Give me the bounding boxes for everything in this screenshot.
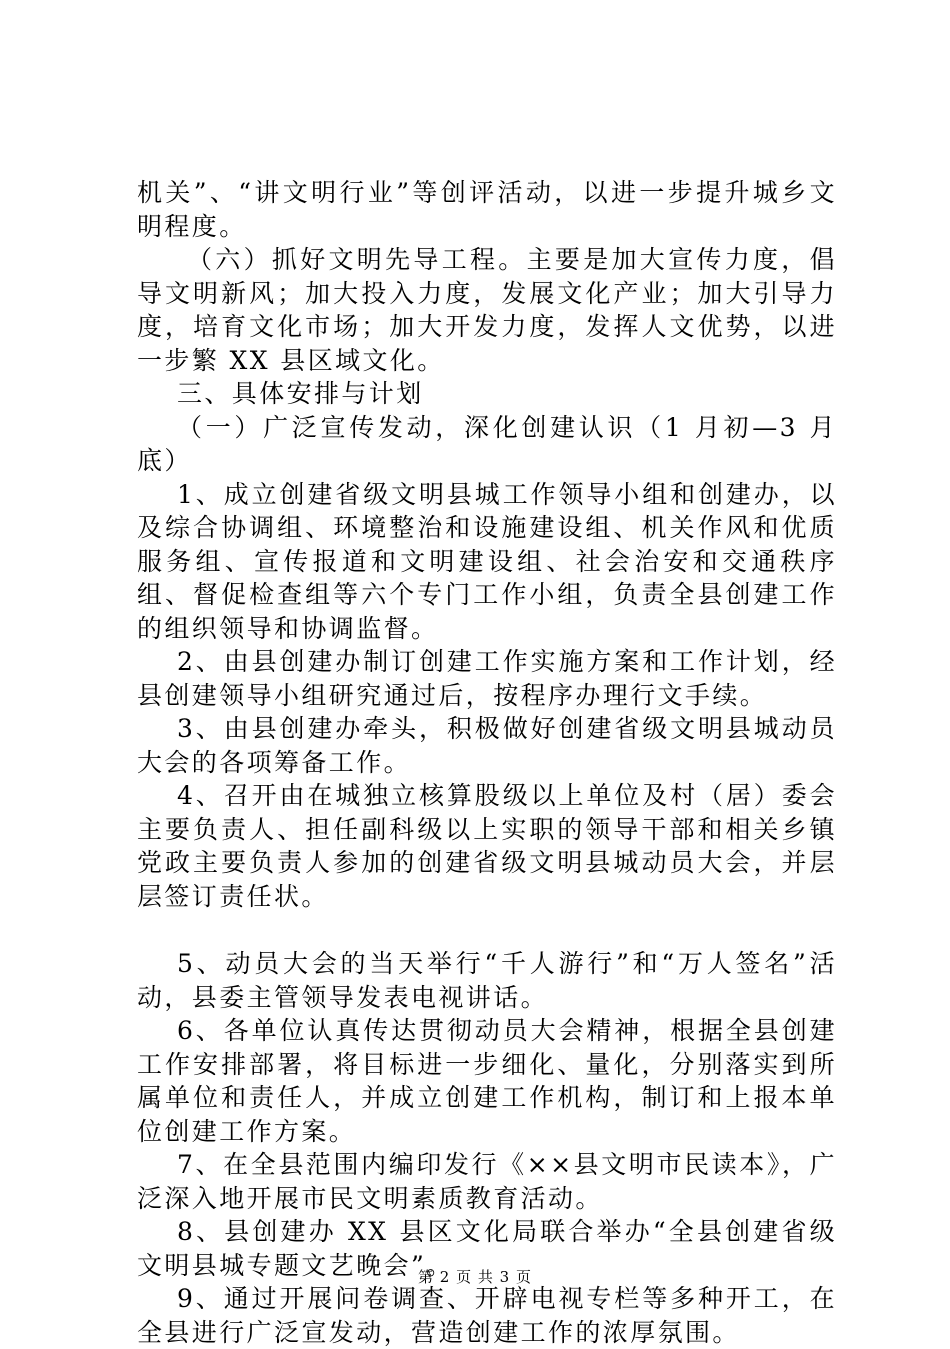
heading-subsection-one: （一）广泛宣传发动，深化创建认识（1 月初—3 月底）	[137, 412, 837, 475]
list-item-1: 1、成立创建省级文明县城工作领导小组和创建办，以及综合协调组、环境整治和设施建设组、机关作风和优质服务组、宣传报道和文明建设组、社会治安和交通秩序组、督促检查组等六个专门工作小组，负责全县创建工作的组织领导和协调监督。	[137, 479, 837, 643]
document-body	[137, 176, 837, 1349]
list-item-7: 7、在全县范围内编印发行《××县文明市民读本》，广泛深入地开展市民文明素质教育活动。	[137, 1150, 837, 1213]
list-item-4: 4、召开由在城独立核算股级以上单位及村（居）委会主要负责人、担任副科级以上实职的领导干部和相关乡镇党政主要负责人参加的创建省级文明县城动员大会，并层层签订责任状。	[137, 781, 837, 911]
list-item-2: 2、由县创建办制订创建工作实施方案和工作计划，经县创建领导小组研究通过后，按程序办理行文手续。	[137, 647, 837, 710]
list-item-5: 5、动员大会的当天举行“千人游行”和“万人签名”活动，县委主管领导发表电视讲话。	[137, 949, 837, 1012]
heading-section-three: 三、具体安排与计划	[177, 379, 424, 408]
list-item-8: 8、县创建办 XX 县区文化局联合举办“全县创建省级文明县城专题文艺晚会”。	[137, 1217, 837, 1280]
paragraph-continuation: 机关”、“讲文明行业”等创评活动，以进一步提升城乡文明程度。	[137, 178, 837, 241]
paragraph-gap	[137, 913, 837, 947]
list-item-9: 9、通过开展问卷调查、开辟电视专栏等多种开工，在全县进行广泛宣发动，营造创建工作的浓厚氛围。	[137, 1284, 837, 1347]
paragraph-section-six: （六）抓好文明先导工程。主要是加大宣传力度，倡导文明新风；加大投入力度，发展文化产业；加大引导力度，培育文化市场；加大开发力度，发挥人文优势，以进一步繁 XX 县区域文化。	[137, 245, 837, 375]
list-item-3: 3、由县创建办牵头，积极做好创建省级文明县城动员大会的各项筹备工作。	[137, 714, 837, 777]
list-item-6: 6、各单位认真传达贯彻动员大会精神，根据全县创建工作安排部署，将目标进一步细化、量化，分别落实到所属单位和责任人，并成立创建工作机构，制订和上报本单位创建工作方案。	[137, 1016, 837, 1146]
page-number-footer: 第 2 页 共 3 页	[418, 1268, 532, 1286]
